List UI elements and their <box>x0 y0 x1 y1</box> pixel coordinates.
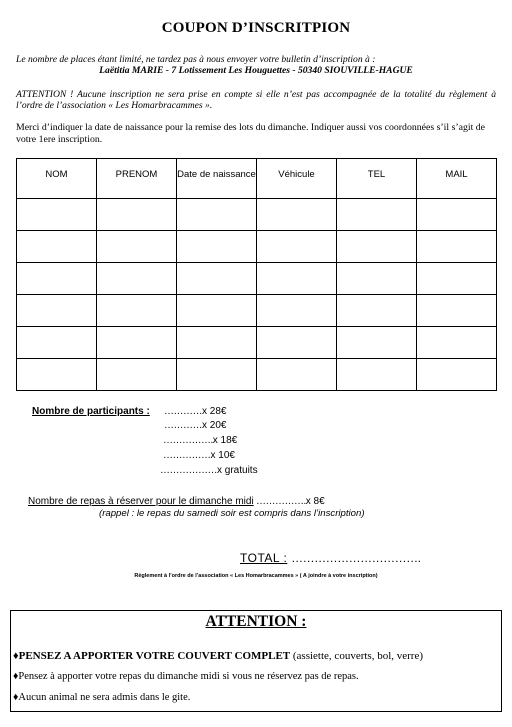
price-18: x 18€ <box>212 435 238 446</box>
table-row <box>17 295 497 327</box>
attention-item-couvert-bold: PENSEZ A APPORTER VOTRE COUVERT COMPLET <box>18 650 291 662</box>
repas-dots[interactable]: ……………. <box>253 496 306 507</box>
participants-dots[interactable]: ……………. <box>163 435 213 446</box>
registration-table <box>16 158 497 391</box>
total-row <box>240 551 420 565</box>
bullet-icon: ♦ <box>13 650 19 662</box>
cell-nom[interactable] <box>17 199 97 231</box>
instructions-text: Merci d’indiquer la date de naissance pour la remise des lots du dimanche. Indiquer aussi vos coordonnées s’il s’agit de votre 1ere inscription. <box>16 122 486 145</box>
cell-vehicule[interactable] <box>257 359 337 391</box>
participants-dots[interactable]: ……………… <box>160 465 217 476</box>
attention-box <box>10 610 502 712</box>
attention-item-couvert-rest: (assiette, couverts, bol, verre) <box>290 650 424 662</box>
attention-notice: ATTENTION ! Aucune inscription ne sera prise en compte si elle n’est pas accompagnée de la totalité du règlement à l’ordre de l’association « Les Homarbracammes ». <box>16 89 496 111</box>
cell-vehicule[interactable] <box>257 231 337 263</box>
cell-mail[interactable] <box>417 327 497 359</box>
repas-price: x 8€ <box>305 496 325 507</box>
cell-vehicule[interactable] <box>257 199 337 231</box>
price-28: x 28€ <box>202 406 227 417</box>
reglement-note: Règlement à l’ordre de l’association « Les Homarbracammes » ( A joindre à votre inscription) <box>134 573 378 579</box>
cell-tel[interactable] <box>337 295 417 327</box>
column-header-nom: NOM <box>17 159 97 199</box>
cell-nom[interactable] <box>17 263 97 295</box>
address-text: Laëtitia MARIE - 7 Lotissement Les Houguettes - 50340 SIOUVILLE-HAGUE <box>99 65 413 76</box>
table-row <box>17 199 497 231</box>
price-gratuits: x gratuits <box>217 465 258 476</box>
column-header-mail: MAIL <box>417 159 497 199</box>
participants-dots[interactable]: …………… <box>163 450 211 461</box>
intro-text: Le nombre de places étant limité, ne tardez pas à nous envoyer votre bulletin d’inscription à : <box>16 54 376 65</box>
attention-item-repas <box>13 671 359 682</box>
total-dots[interactable]: ……………………………. <box>291 551 421 565</box>
cell-mail[interactable] <box>417 295 497 327</box>
cell-mail[interactable] <box>417 359 497 391</box>
column-header-vehicule: Véhicule <box>257 159 337 199</box>
cell-prenom[interactable] <box>97 199 177 231</box>
cell-date-naissance[interactable] <box>177 263 257 295</box>
attention-item-couvert <box>13 650 423 662</box>
cell-tel[interactable] <box>337 199 417 231</box>
cell-vehicule[interactable] <box>257 327 337 359</box>
participants-dots[interactable]: ………… <box>164 420 202 431</box>
cell-nom[interactable] <box>17 327 97 359</box>
participants-row <box>164 406 226 417</box>
cell-prenom[interactable] <box>97 263 177 295</box>
cell-tel[interactable] <box>337 327 417 359</box>
total-label: TOTAL : <box>240 551 288 565</box>
cell-date-naissance[interactable] <box>177 327 257 359</box>
column-header-date-naissance: Date de naissance <box>177 159 257 199</box>
repas-note: (rappel : le repas du samedi soir est compris dans l’inscription) <box>99 508 365 519</box>
repas-label: Nombre de repas à réserver pour le dimanche midi <box>28 496 254 507</box>
cell-tel[interactable] <box>337 359 417 391</box>
cell-prenom[interactable] <box>97 327 177 359</box>
price-20: x 20€ <box>202 420 227 431</box>
participants-dots[interactable]: ………… <box>164 406 202 417</box>
attention-box-title: ATTENTION : <box>205 613 307 630</box>
column-header-prenom: PRENOM <box>97 159 177 199</box>
bullet-icon: ♦ <box>13 692 19 703</box>
cell-prenom[interactable] <box>97 295 177 327</box>
cell-vehicule[interactable] <box>257 263 337 295</box>
cell-prenom[interactable] <box>97 231 177 263</box>
participants-row <box>163 450 235 461</box>
repas-row <box>28 496 325 507</box>
cell-date-naissance[interactable] <box>177 231 257 263</box>
cell-date-naissance[interactable] <box>177 359 257 391</box>
table-row <box>17 231 497 263</box>
cell-date-naissance[interactable] <box>177 295 257 327</box>
participants-label: Nombre de participants : <box>32 406 150 417</box>
table-row <box>17 359 497 391</box>
cell-nom[interactable] <box>17 231 97 263</box>
attention-item-repas-text: Pensez à apporter votre repas du dimanche midi si vous ne réservez pas de repas. <box>18 671 359 682</box>
cell-nom[interactable] <box>17 295 97 327</box>
cell-tel[interactable] <box>337 263 417 295</box>
cell-vehicule[interactable] <box>257 295 337 327</box>
participants-row <box>164 420 226 431</box>
cell-date-naissance[interactable] <box>177 199 257 231</box>
cell-mail[interactable] <box>417 231 497 263</box>
participants-row <box>160 465 258 476</box>
attention-item-animal <box>13 692 190 703</box>
price-10: x 10€ <box>210 450 235 461</box>
table-header-row <box>17 159 497 199</box>
participants-row <box>163 435 237 446</box>
cell-mail[interactable] <box>417 199 497 231</box>
cell-tel[interactable] <box>337 231 417 263</box>
bullet-icon: ♦ <box>13 671 19 682</box>
cell-prenom[interactable] <box>97 359 177 391</box>
cell-nom[interactable] <box>17 359 97 391</box>
column-header-tel: TEL <box>337 159 417 199</box>
attention-item-animal-text: Aucun animal ne sera admis dans le gite. <box>18 692 191 703</box>
table-row <box>17 263 497 295</box>
page-title: COUPON D’INSCRITPION <box>161 20 351 36</box>
cell-mail[interactable] <box>417 263 497 295</box>
table-row <box>17 327 497 359</box>
